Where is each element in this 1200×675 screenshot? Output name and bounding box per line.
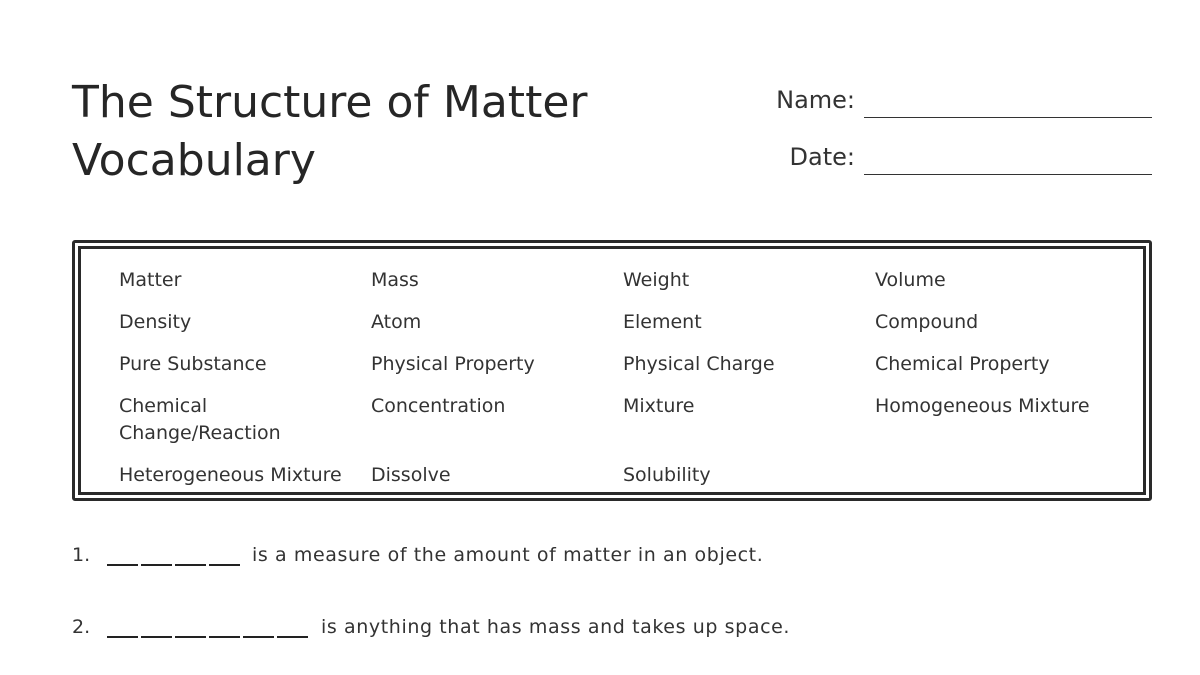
- word-bank-item: Matter: [119, 269, 182, 291]
- word-bank-item: Weight: [623, 269, 690, 291]
- word-bank-item: Concentration: [371, 395, 506, 417]
- name-label: Name:: [776, 86, 855, 114]
- word-bank-item: Solubility: [623, 464, 711, 486]
- word-bank-item: Homogeneous Mixture: [875, 395, 1090, 417]
- word-bank-item: Physical Charge: [623, 353, 775, 375]
- name-blank-line[interactable]: [864, 117, 1152, 118]
- date-label: Date:: [789, 143, 855, 171]
- question-number: 1.: [72, 544, 91, 566]
- word-bank-item: Compound: [875, 311, 979, 333]
- question-text: is a measure of the amount of matter in an object.: [252, 544, 764, 566]
- word-bank-item: Atom: [371, 311, 422, 333]
- page-title-line-2: Vocabulary: [72, 135, 316, 186]
- question-number: 2.: [72, 616, 91, 638]
- word-bank-item: Mass: [371, 269, 419, 291]
- word-bank-item: Element: [623, 311, 702, 333]
- question-text: is anything that has mass and takes up space.: [321, 616, 791, 638]
- word-bank-item: Chemical Property: [875, 353, 1050, 375]
- date-blank-line[interactable]: [864, 174, 1152, 175]
- word-bank-item: Chemical Change/Reaction: [119, 395, 281, 444]
- word-bank-grid: [119, 267, 1127, 504]
- word-bank-inner-border: [78, 246, 1146, 495]
- word-bank-item: Physical Property: [371, 353, 535, 375]
- word-bank: [72, 240, 1152, 501]
- word-bank-item: Dissolve: [371, 464, 451, 486]
- answer-blank[interactable]: [107, 564, 241, 566]
- answer-blank[interactable]: [107, 636, 308, 638]
- page-title: [72, 74, 712, 190]
- word-bank-item: Mixture: [623, 395, 695, 417]
- word-bank-item: Heterogeneous Mixture: [119, 464, 342, 486]
- page-title-line-1: The Structure of Matter: [72, 77, 588, 128]
- word-bank-item: Pure Substance: [119, 353, 267, 375]
- word-bank-item: Density: [119, 311, 192, 333]
- date-field: [720, 135, 1152, 175]
- name-field: [720, 78, 1152, 118]
- word-bank-item: Volume: [875, 269, 946, 291]
